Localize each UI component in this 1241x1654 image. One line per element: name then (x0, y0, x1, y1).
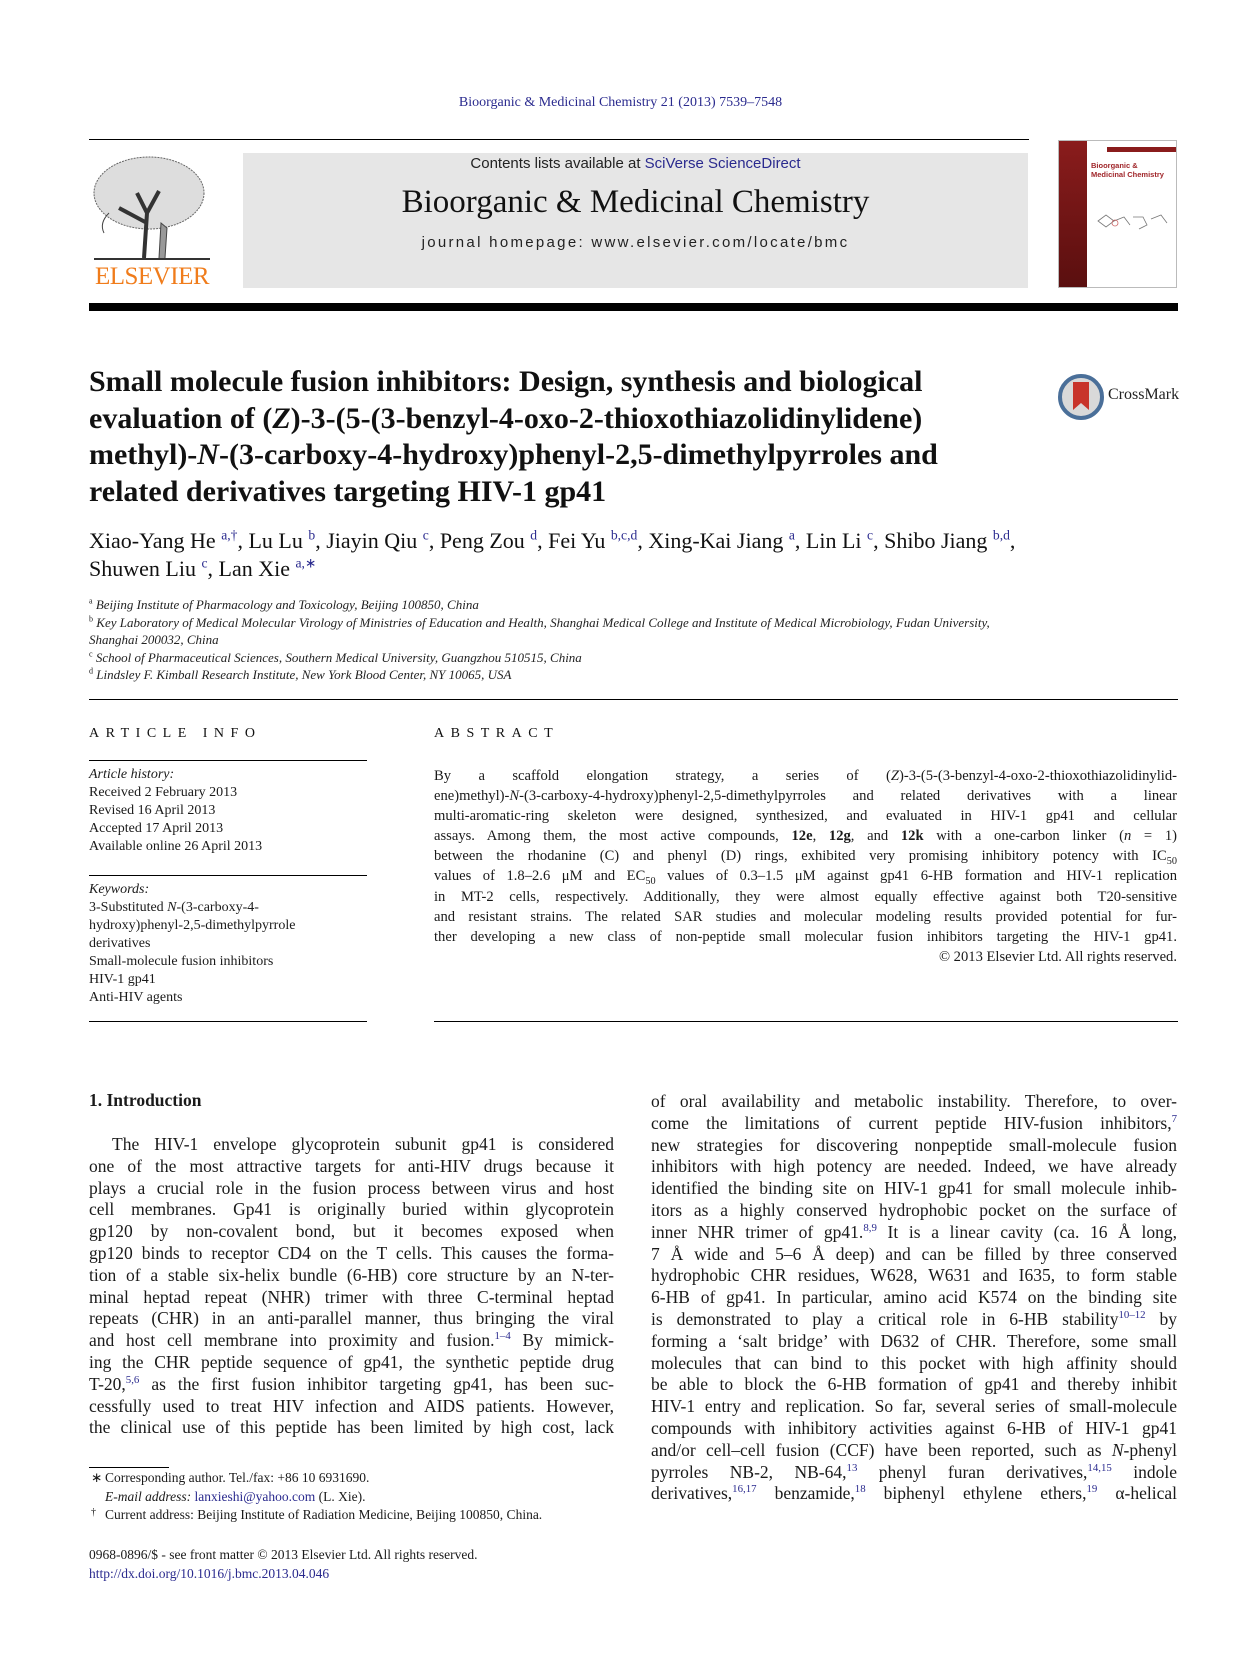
text-segment: )-3-(5-(3-benzyl-4-oxo-2-thioxothiazolidinylid- (898, 768, 1177, 784)
text-line: Revised 16 April 2013 (89, 803, 216, 818)
citation-reference[interactable]: 10–12 (1118, 1309, 1146, 1322)
text-line (434, 826, 1177, 846)
text-segment: , Lu Lu (237, 528, 309, 553)
text-line (651, 1462, 1177, 1484)
text-segment: Key Laboratory of Medical Molecular Virology of Ministries of Education and Health, Shanghai Medical College and Institute of Medical Microbiology, Fudan University, (93, 614, 990, 630)
section-rule (89, 699, 1178, 700)
citation-reference[interactable]: 19 (1086, 1483, 1098, 1496)
footnote-marker: ∗ (91, 1470, 103, 1485)
text-segment: Z (272, 401, 291, 435)
text-segment: , and (850, 828, 901, 845)
text-segment: N (509, 788, 520, 805)
text-segment: Keywords: (89, 882, 150, 897)
text-line: in MT-2 cells, respectively. Additionally, they were almost equally effective against both T20-sensitive (434, 888, 1177, 905)
elsevier-logo[interactable] (89, 153, 215, 291)
text-line: Small-molecule fusion inhibitors (89, 954, 274, 969)
abstract-rule (434, 1021, 1178, 1022)
text-line (434, 766, 1177, 786)
text-segment: benzamide, (756, 1483, 855, 1504)
citation-reference[interactable]: 18 (854, 1483, 866, 1496)
text-segment: -(3-carboxy-4-hydroxy)phenyl-2,5-dimethylpyrroles and (218, 438, 938, 471)
text-segment: Z (890, 768, 899, 784)
text-line: Received 2 February 2013 (89, 785, 238, 800)
text-line: plays a crucial role in the fusion process between virus and host (89, 1177, 614, 1198)
text-segment: pyrroles NB-2, NB-64, (651, 1461, 847, 1482)
crossmark-icon (1058, 374, 1104, 420)
cover-spine (1059, 141, 1087, 287)
text-line (89, 614, 1184, 632)
contents-line (243, 153, 1028, 172)
citation-reference[interactable]: 13 (846, 1461, 858, 1474)
text-line (89, 437, 1039, 474)
text-line: cell membranes. Gp41 is originally buried within glycoprotein (89, 1199, 614, 1220)
text-line: ther developing a new class of non-peptide small molecular fusion inhibitors targeting the HIV-1 gp41. (434, 928, 1177, 945)
text-segment: 50 (1166, 856, 1177, 868)
text-segment: , Lin Li (794, 528, 868, 553)
crossmark-label: CrossMark (1108, 386, 1180, 403)
text-line: itors as a highly conserved hydrophobic pocket on the surface of (651, 1199, 1177, 1220)
text-line: minal heptad repeat (NHR) trimer with three C-terminal heptad (89, 1286, 614, 1307)
text-segment: By mimick- (510, 1330, 614, 1351)
text-line: cessfully used to treat HIV infection and AIDS patients. However, (89, 1395, 614, 1416)
text-line (89, 527, 1184, 555)
doi-link[interactable]: http://dx.doi.org/10.1016/j.bmc.2013.04.046 (89, 1565, 330, 1581)
text-line: new strategies for discovering nonpeptide small-molecule fusion (651, 1134, 1177, 1155)
abstract-copyright: © 2013 Elsevier Ltd. All rights reserved. (938, 948, 1177, 965)
text-line (651, 1309, 1177, 1331)
text-segment: , Jiayin Qiu (315, 528, 423, 553)
body-column-right (651, 1091, 1177, 1505)
text-line: Available online 26 April 2013 (89, 839, 263, 854)
text-segment: N (167, 900, 177, 915)
text-segment: by (1145, 1308, 1178, 1329)
citation-reference[interactable]: 14,15 (1087, 1461, 1112, 1474)
text-segment: 12e (791, 828, 813, 845)
citation-reference[interactable]: a (788, 527, 795, 543)
citation-reference[interactable]: 16,17 (732, 1483, 757, 1496)
text-line: Small molecule fusion inhibitors: Design, synthesis and biological (89, 365, 923, 398)
introduction-heading: 1. Introduction (89, 1090, 202, 1110)
text-line: 6-HB of gp41. In particular, amino acid K574 on the binding site (651, 1287, 1177, 1308)
text-segment: Beijing Institute of Pharmacology and Toxicology, Beijing 100850, China (92, 597, 479, 612)
text-segment: -(3-carboxy-4-hydroxy)phenyl-2,5-dimethylpyrroles and related derivatives with a linear (519, 788, 1177, 805)
affiliations (89, 596, 1184, 684)
text-segment: methyl)- (89, 438, 198, 471)
text-line: Anti-HIV agents (89, 990, 183, 1005)
superscript: b (89, 614, 94, 624)
text-segment: , Peng Zou (428, 528, 531, 553)
text-line (651, 1483, 1177, 1505)
abstract-text (434, 766, 1177, 967)
text-segment: biphenyl ethylene ethers, (865, 1483, 1087, 1504)
text-line: be able to block the 6-HB formation of gp41 and thereby inhibit (651, 1374, 1177, 1395)
text-line (89, 555, 1184, 583)
text-line: inhibitors with high potency are needed. Indeed, we have already (651, 1156, 1177, 1177)
text-line: hydroxy)phenyl-2,5-dimethylpyrrole (89, 918, 296, 933)
text-segment: ene)methyl)- (434, 788, 510, 805)
text-segment: It is a linear cavity (ca. 16 Å long, (876, 1221, 1177, 1242)
article-info-rule (89, 875, 367, 876)
footnote-corresponding (89, 1469, 542, 1488)
header-rule (89, 139, 1029, 140)
abstract-heading: ABSTRACT (434, 726, 560, 741)
text-segment: evaluation of ( (89, 401, 273, 435)
keywords (89, 881, 295, 1007)
text-segment: 12g (828, 828, 851, 845)
text-line: gp120 binds to receptor CD4 on the T cells. This causes the forma- (89, 1242, 614, 1263)
text-line: of oral availability and metabolic instability. Therefore, to over- (651, 1091, 1177, 1111)
superscript: c (89, 649, 93, 659)
text-segment: come the limitations of current peptide HIV-fusion inhibitors, (651, 1112, 1172, 1133)
text-segment: 12k (900, 828, 924, 845)
text-line (89, 596, 1184, 614)
text-segment: is demonstrated to play a critical role in 6-HB stability (651, 1308, 1119, 1329)
molecule-illustration-icon (1093, 201, 1173, 241)
citation-reference[interactable]: 1–4 (494, 1330, 511, 1343)
email-suffix: (L. Xie). (315, 1488, 366, 1504)
footnote-rule (89, 1467, 169, 1468)
cover-title: Bioorganic & Medicinal Chemistry (1091, 161, 1164, 179)
text-segment: Article history: (89, 767, 175, 782)
text-line: ing the CHR peptide sequence of gp41, the synthetic peptide drug (89, 1351, 614, 1372)
text-segment: , Lan Xie (207, 556, 296, 581)
citation-reference[interactable]: b,d (992, 527, 1010, 543)
text-line (434, 846, 1177, 866)
citation-reference[interactable]: b (308, 527, 316, 543)
citation-reference[interactable]: c (201, 555, 208, 571)
text-line: compounds with inhibitory activities against 6-HB of HIV-1 gp41 (651, 1417, 1177, 1438)
text-line: the clinical use of this peptide has been limited by high cost, lack (89, 1417, 614, 1438)
text-segment: , (812, 828, 829, 845)
footnote-marker: † (91, 1507, 96, 1518)
text-segment: N (1111, 1439, 1124, 1460)
citation-reference[interactable]: b,c,d (610, 527, 638, 543)
text-segment: Lindsley F. Kimball Research Institute, New York Blood Center, NY 10065, USA (93, 667, 512, 683)
text-segment: values of 0.3–1.5 μM against gp41 6-HB formation and HIV-1 replication (655, 868, 1178, 885)
footnote-text: Corresponding author. Tel./fax: +86 10 6931690. (105, 1470, 370, 1485)
text-segment: Xiao-Yang He (89, 528, 222, 553)
text-line (434, 866, 1177, 886)
journal-banner (243, 153, 1028, 288)
text-line (651, 1440, 1177, 1462)
text-line (89, 649, 1184, 667)
text-segment: derivatives, (651, 1483, 733, 1504)
text-line: HIV-1 entry and replication. So far, several series of small-molecule (651, 1396, 1177, 1417)
text-line (434, 786, 1177, 806)
text-line (651, 1113, 1177, 1135)
article-info-rule (89, 760, 367, 761)
text-segment: , Xing-Kai Jiang (637, 528, 789, 553)
text-segment: School of Pharmaceutical Sciences, Southern Medical University, Guangzhou 510515, China (92, 649, 582, 665)
text-line: HIV-1 gp41 (89, 972, 156, 987)
citation-reference[interactable]: a,∗ (295, 555, 317, 571)
footnote-current-address (89, 1506, 542, 1525)
text-line: forming a ‘salt bridge’ with D632 of CHR. Therefore, some small (651, 1330, 1177, 1351)
citation-reference[interactable]: a,† (221, 527, 238, 543)
text-segment: 3-Substituted (89, 900, 168, 915)
text-line: repeats (CHR) in an anti-parallel manner, thus bringing the viral (89, 1308, 614, 1329)
header-thick-rule (89, 303, 1178, 311)
text-segment: Shuwen Liu (89, 556, 202, 581)
crossmark-button[interactable] (1058, 374, 1183, 420)
citation-reference[interactable]: 8,9 (863, 1221, 877, 1234)
text-line: and resistant strains. The related SAR studies and molecular modeling results provided potential for fur- (434, 908, 1177, 925)
text-segment: between the rhodanine (C) and phenyl (D) rings, exhibited very promising inhibitory potency with IC (434, 848, 1167, 865)
citation-reference[interactable]: 7 (1171, 1112, 1177, 1125)
front-matter (89, 1546, 478, 1583)
text-line: Accepted 17 April 2013 (89, 821, 224, 836)
text-line: tion of a stable six-helix bundle (6-HB) core structure by an N-ter- (89, 1264, 614, 1285)
text-line (89, 881, 295, 899)
text-line: related derivatives targeting HIV-1 gp41 (89, 474, 607, 508)
text-segment: and host cell membrane into proximity and fusion. (89, 1330, 495, 1351)
text-segment: n (1123, 828, 1132, 845)
text-line (89, 401, 1039, 438)
text-line (89, 766, 262, 784)
text-segment: values of 1.8–2.6 μM and EC (434, 868, 646, 885)
text-line (89, 1374, 614, 1396)
text-segment: assays. Among them, the most active compounds, (434, 828, 792, 845)
superscript: d (89, 667, 94, 677)
text-line: identified the binding site on HIV-1 gp41 for small molecule inhib- (651, 1178, 1177, 1199)
journal-cover-image (1058, 140, 1177, 288)
text-line (651, 1222, 1177, 1244)
text-line: one of the most attractive targets for anti-HIV drugs because it (89, 1155, 614, 1176)
text-line: multi-aromatic-ring skeleton were designed, synthesized, and evaluated in HIV-1 gp41 and cellular (434, 808, 1177, 825)
text-segment: , (1009, 528, 1016, 553)
text-segment: 50 (645, 876, 656, 888)
text-segment: -phenyl (1123, 1439, 1177, 1460)
journal-title: Bioorganic & Medicinal Chemistry (401, 184, 870, 220)
text-segment: = 1) (1131, 828, 1177, 845)
sciencedirect-link[interactable]: SciVerse ScienceDirect (644, 155, 801, 172)
text-line (89, 1330, 614, 1352)
email-link[interactable]: lanxieshi@yahoo.com (194, 1488, 316, 1504)
article-info-heading: ARTICLE INFO (89, 726, 262, 741)
journal-homepage[interactable]: journal homepage: www.elsevier.com/locate/bmc (421, 234, 850, 251)
footnote-email (89, 1488, 542, 1507)
text-line (89, 666, 1184, 684)
text-segment: , Fei Yu (537, 528, 611, 553)
text-segment: phenyl furan derivatives, (857, 1461, 1088, 1482)
text-segment: T-20, (89, 1373, 126, 1394)
text-segment: and/or cell–cell fusion (CCF) have been reported, such as (651, 1439, 1112, 1460)
text-line: The HIV-1 envelope glycoprotein subunit gp41 is considered (112, 1134, 614, 1154)
text-segment: )-3-(5-(3-benzyl-4-oxo-2-thioxothiazolidinylidene) (290, 401, 923, 435)
article-info-rule (89, 1021, 367, 1022)
article-title (89, 364, 1039, 510)
text-line: molecules that can bind to this pocket with high affinity should (651, 1352, 1177, 1373)
text-line: gp120 by non-covalent bond, but it becomes exposed when (89, 1221, 614, 1242)
footnote-text: Current address: Beijing Institute of Radiation Medicine, Beijing 100850, China. (105, 1507, 543, 1522)
text-segment: N (197, 438, 219, 471)
body-column-left (89, 1134, 614, 1439)
text-segment: By a scaffold elongation strategy, a series of ( (434, 768, 891, 784)
text-segment: inner NHR trimer of gp41. (651, 1221, 864, 1242)
text-line (89, 899, 295, 917)
text-segment: as the first fusion inhibitor targeting gp41, has been suc- (139, 1373, 614, 1394)
text-line: Shanghai 200032, China (89, 632, 219, 648)
citation-reference[interactable]: c (867, 527, 874, 543)
footnotes (89, 1469, 542, 1525)
text-segment: -(3-carboxy-4- (176, 900, 259, 915)
elsevier-tree-icon (89, 153, 215, 263)
issn-line: 0968-0896/$ - see front matter © 2013 Elsevier Ltd. All rights reserved. (89, 1547, 478, 1562)
elsevier-wordmark: ELSEVIER (94, 263, 210, 290)
text-line: 7 Å wide and 5–6 Å deep) and can be filled by three conserved (651, 1243, 1177, 1264)
superscript: a (89, 596, 93, 606)
citation-reference[interactable]: 5,6 (125, 1373, 140, 1386)
text-segment: α-helical (1097, 1483, 1177, 1504)
text-line: derivatives (89, 936, 151, 951)
cover-bar (1107, 147, 1177, 152)
author-list (89, 527, 1184, 583)
citation-reference[interactable]: d (530, 527, 538, 543)
journal-citation[interactable]: Bioorganic & Medicinal Chemistry 21 (2013) 7539–7548 (458, 95, 783, 110)
article-history (89, 766, 262, 856)
citation-reference[interactable]: c (422, 527, 429, 543)
text-line: hydrophobic CHR residues, W628, W631 and I635, to form stable (651, 1265, 1177, 1286)
text-segment: , Shibo Jiang (873, 528, 993, 553)
text-segment: indole (1111, 1461, 1177, 1482)
text-segment: with a one-carbon linker ( (923, 828, 1124, 845)
contents-prefix: Contents lists available at (470, 155, 645, 172)
email-label: E-mail address: (105, 1488, 195, 1504)
